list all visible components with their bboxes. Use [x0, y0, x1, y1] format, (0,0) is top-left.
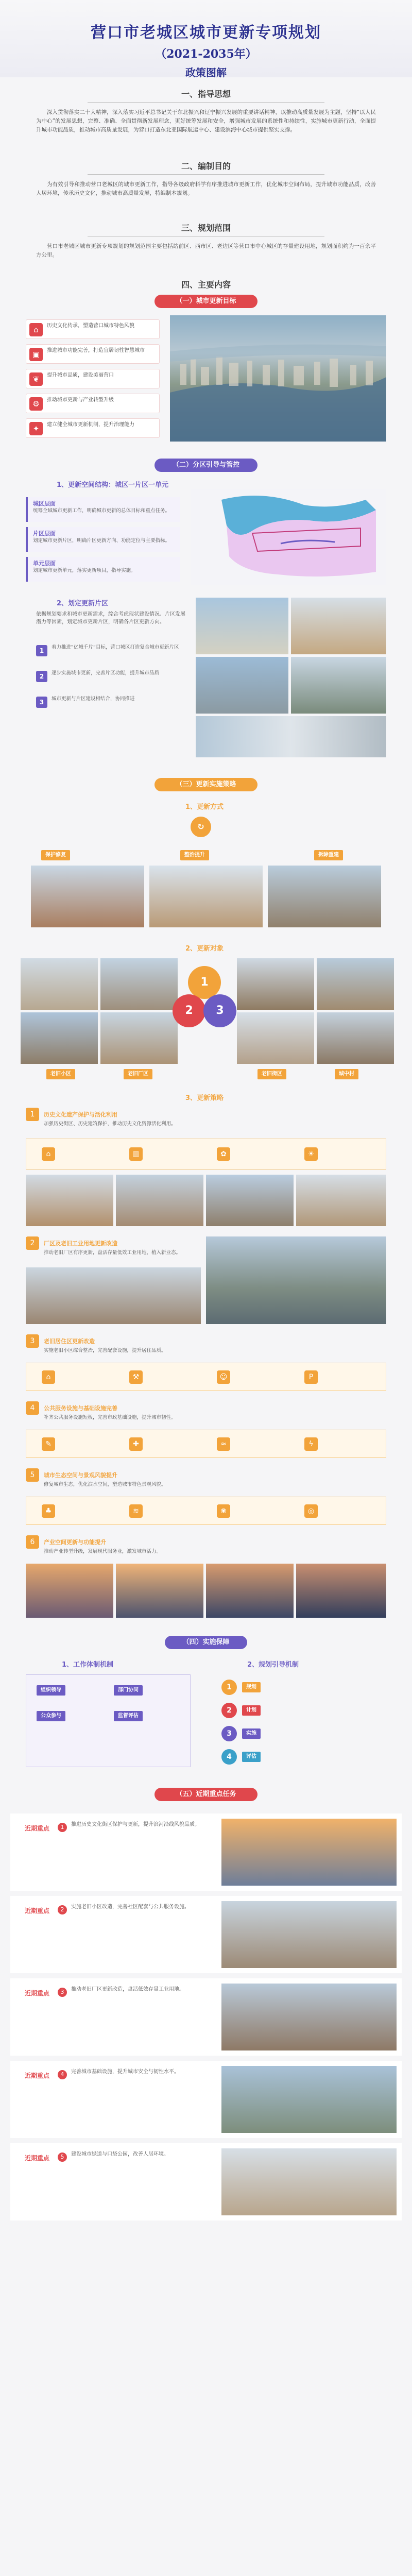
- district-photo: [196, 657, 288, 714]
- page-years: （2021-2035年）: [155, 47, 257, 61]
- page-header: [0, 0, 412, 77]
- strategy-item-title: 厂区及老旧工业用地更新改造: [44, 1240, 117, 1247]
- strategy-item-text: 补齐公共服务设施短板，完善市政基础设施，提升城市韧性。: [44, 1415, 176, 1420]
- renewal-structure-map: [191, 489, 386, 585]
- pill-strategy: （三）更新实施策略: [154, 778, 258, 791]
- zoning-list-item: 着力推进“亿城千片”目标，营口城区打造复合城市更新片区: [52, 645, 179, 650]
- strategy-photo: [206, 1564, 294, 1618]
- goal-item: ⌂ 历史文化传承，塑造营口城市特色风貌: [26, 319, 160, 339]
- zoning-text: 依据规划要求和城市更新需求，综合考虑现状建设情况、片区发展潜力等因素，划定城市更新片区，明确各片区更新方向。: [36, 612, 185, 625]
- park-icon: ❀: [217, 1504, 230, 1518]
- strategy-icon: 2: [26, 1236, 39, 1250]
- page-title: 营口市老城区城市更新专项规划: [91, 24, 321, 42]
- hospital-icon: ✚: [129, 1437, 143, 1451]
- strategy-item-title: 公共服务设施与基础设施完善: [44, 1405, 117, 1412]
- strategy-heading-1: 1、更新方式: [185, 803, 224, 811]
- strategy-icon: 6: [26, 1535, 39, 1549]
- aerial-illustration: [170, 315, 386, 442]
- page-subtitle: 政策图解: [185, 66, 227, 79]
- triad-circle: 3: [203, 994, 236, 1027]
- section-1-title: 一、指导思想: [181, 89, 231, 99]
- near-term-photo: [221, 2066, 397, 2133]
- mode-tag: 整治提升: [180, 850, 209, 860]
- school-icon: ✎: [42, 1437, 55, 1451]
- home-icon: ⌂: [42, 1370, 55, 1384]
- triad-circle: 2: [173, 994, 205, 1027]
- flow-tag: 计划: [242, 1705, 261, 1716]
- heritage-icon: ⌂: [29, 323, 43, 336]
- near-term-card: 近期重点 5 建设城市绿道与口袋公园，改善人居环境。: [10, 2143, 402, 2221]
- map-illustration: [191, 489, 386, 585]
- object-tag: 城中村: [335, 1069, 358, 1079]
- strategy-icon-row: [26, 1139, 386, 1170]
- structure-box-city: 城区层面 统筹全域城市更新工作，明确城市更新的总体目标和重点任务。: [26, 497, 180, 522]
- strategy-photo: [116, 1564, 203, 1618]
- district-photo: [196, 598, 288, 654]
- object-photo: [21, 958, 98, 1010]
- near-term-card: 近期重点 1 推进历史文化街区保护与更新，提升滨河沿线风貌品质。: [10, 1814, 402, 1891]
- tree-icon: ♣: [42, 1504, 55, 1518]
- near-term-photo: [221, 2148, 397, 2215]
- near-term-card: 近期重点 4 完善城市基础设施，提升城市安全与韧性水平。: [10, 2061, 402, 2138]
- strategy-item-text: 修复城市生态，优化滨水空间，塑造城市特色景观风貌。: [44, 1482, 166, 1487]
- district-photo: [291, 598, 386, 654]
- list-number: 1: [36, 645, 47, 656]
- city-icon: ▣: [29, 348, 43, 361]
- pill-urban-renewal-goals: （一）城市更新目标: [154, 295, 258, 308]
- strategy-item-text: 推动老旧厂区有序更新，盘活存量低效工业用地，植入新业态。: [44, 1250, 181, 1256]
- near-term-photo: [221, 1984, 397, 2050]
- zoning-list-item: 城市更新与片区建设相结合，协同推进: [52, 696, 135, 702]
- strategy-item-title: 产业空间更新与功能提升: [44, 1539, 106, 1546]
- strategy-heading-3: 3、更新策略: [185, 1094, 224, 1102]
- section-2-title: 二、编制目的: [181, 161, 231, 171]
- mode-photo: [268, 866, 381, 927]
- guarantee-heading-2: 2、规划引导机制: [247, 1661, 299, 1669]
- city-aerial-photo: [170, 315, 386, 442]
- structure-box-district: 片区层面 划定城市更新片区，明确片区更新方向、功能定位与主要指标。: [26, 527, 180, 552]
- flow-step: 4: [221, 1749, 237, 1765]
- strategy-item-title: 历史文化遗产保护与活化利用: [44, 1111, 117, 1118]
- section-4-title: 四、主要内容: [181, 280, 231, 290]
- mechanism-icon: ✦: [29, 422, 43, 435]
- goal-item: ⚙ 推动城市更新与产业转型升级: [26, 394, 160, 413]
- industry-icon: ⚙: [29, 397, 43, 411]
- strategy-icon: 1: [26, 1108, 39, 1121]
- object-photo: [21, 1012, 98, 1064]
- tourism-icon: ☀: [304, 1147, 318, 1161]
- zoning-list-item: 逐步实施城市更新，完善片区功能，提升城市品质: [52, 670, 160, 676]
- section-1-text: 深入贯彻落实二十大精神，深入落实习近平总书记关于东北振兴和辽宁振兴发展的重要讲话精神，以推动高质量发展为主题，坚持“以人民为中心”的发展思想，完整、准确、全面贯彻新发展理念，更好统筹发展和安全，增强城市发展的系统性和持续性，实施城市更新行动，全面提升城市功能品质，推动城市高质量发展，为营口打造东北亚国际航运中心、建设滨海中心城市提供坚实支撑。: [36, 109, 376, 133]
- heritage-icon: ⌂: [42, 1147, 55, 1161]
- object-photo: [100, 1012, 178, 1064]
- strategy-photo: [206, 1236, 386, 1324]
- strategy-photo: [206, 1175, 294, 1226]
- blank-area: [10, 2231, 402, 2576]
- strategy-icon: 5: [26, 1468, 39, 1482]
- section-1-header: [0, 88, 412, 99]
- mode-photo: [149, 866, 263, 927]
- section-3-header: [0, 222, 412, 233]
- structure-box-unit: 单元层面 划定城市更新单元，落实更新项目，指导实施。: [26, 557, 180, 582]
- modes-icon: ↻: [191, 817, 211, 837]
- object-tag: 老旧厂区: [124, 1069, 152, 1079]
- flow-tag: 规划: [242, 1682, 261, 1692]
- object-tag: 老旧小区: [46, 1069, 75, 1079]
- goal-item: ❦ 提升城市品质，建设美丽营口: [26, 369, 160, 388]
- flow-step: 1: [221, 1680, 237, 1695]
- object-photo: [317, 958, 394, 1010]
- flow-step: 2: [221, 1703, 237, 1718]
- list-number: 3: [36, 697, 47, 708]
- mechanism-tag: 组织领导: [37, 1685, 65, 1696]
- pill-near-term: （五）近期重点任务: [154, 1788, 258, 1801]
- strategy-icon: 3: [26, 1334, 39, 1348]
- pill-zoning: （二）分区引导与管控: [154, 459, 258, 472]
- river-icon: ≋: [129, 1504, 143, 1518]
- strategy-photo: [296, 1175, 386, 1226]
- near-term-photo: [221, 1819, 397, 1886]
- flow-tag: 实施: [242, 1728, 261, 1739]
- district-photo: [291, 657, 386, 714]
- strategy-item-title: 老旧居住区更新改造: [44, 1338, 95, 1345]
- community-icon: ☺: [217, 1370, 230, 1384]
- tools-icon: ⚒: [129, 1370, 143, 1384]
- strategy-item-text: 实施老旧小区综合整治，完善配套设施，提升居住品质。: [44, 1348, 166, 1353]
- pill-guarantee: （四）实施保障: [165, 1636, 247, 1649]
- flow-step: 3: [221, 1726, 237, 1741]
- strategy-photo: [26, 1175, 113, 1226]
- strategy-item-text: 推动产业转型升级，发展现代服务业，激发城市活力。: [44, 1549, 162, 1554]
- near-term-card: 近期重点 2 实施老旧小区改造，完善社区配套与公共服务设施。: [10, 1896, 402, 1973]
- guarantee-heading-1: 1、工作体制机制: [62, 1661, 114, 1669]
- district-photo: [196, 716, 386, 757]
- strategy-item-text: 加强历史街区、历史建筑保护，推动历史文化资源活化利用。: [44, 1121, 176, 1127]
- section-4-header: [0, 278, 412, 290]
- mechanism-tag: 公众参与: [37, 1711, 65, 1721]
- object-tag: 老旧街区: [258, 1069, 286, 1079]
- zoning-heading-2: 2、划定更新片区: [57, 600, 109, 607]
- object-photo: [237, 1012, 314, 1064]
- strategy-photo: [26, 1564, 113, 1618]
- mode-tag: 拆除重建: [314, 850, 343, 860]
- section-3-title: 三、规划范围: [181, 223, 231, 233]
- strategy-icon-row: [26, 1497, 386, 1525]
- view-icon: ◎: [304, 1504, 318, 1518]
- strategy-heading-2: 2、更新对象: [185, 945, 224, 953]
- power-icon: ϟ: [304, 1437, 318, 1451]
- section-3-text: 营口市老城区城市更新专项规划的规划范围主要包括站前区、西市区、老边区等营口市中心城区的存量建设用地，规划面积约为一百余平方公里。: [36, 243, 376, 258]
- leaf-icon: ❦: [29, 372, 43, 386]
- section-2-header: [0, 160, 412, 172]
- strategy-icon-row: [26, 1430, 386, 1458]
- strategy-photo: [116, 1175, 203, 1226]
- parking-icon: P: [304, 1370, 318, 1384]
- strategy-icon: 4: [26, 1401, 39, 1415]
- object-photo: [237, 958, 314, 1010]
- culture-icon: ✿: [217, 1147, 230, 1161]
- mechanism-tag: 部门协同: [114, 1685, 143, 1696]
- mechanism-tag: 监督评估: [114, 1711, 143, 1721]
- divider: [88, 174, 324, 175]
- zoning-heading-1: 1、更新空间结构：城区一片区一单元: [57, 481, 169, 489]
- mode-photo: [31, 866, 144, 927]
- water-icon: ≈: [217, 1437, 230, 1451]
- list-number: 2: [36, 671, 47, 682]
- goal-item: ▣ 推进城市功能完善，打造宜居韧性智慧城市: [26, 344, 160, 364]
- building-icon: ▥: [129, 1147, 143, 1161]
- section-2-text: 为有效引导和推动营口老城区的城市更新工作，指导各级政府科学有序推进城市更新工作，优化城市空间布局，提升城市功能品质，改善人居环境，传承历史文化，推动城市高质量发展，特编制本规划。: [36, 181, 376, 196]
- strategy-photo: [296, 1564, 386, 1618]
- divider: [88, 102, 324, 103]
- strategy-icon-row: [26, 1363, 386, 1391]
- strategy-item-title: 城市生态空间与景观风貌提升: [44, 1472, 117, 1479]
- mechanism-panel: [26, 1674, 191, 1767]
- near-term-card: 近期重点 3 推动老旧厂区更新改造，盘活低效存量工业用地。: [10, 1978, 402, 2056]
- strategy-photo: [26, 1267, 201, 1324]
- goal-item: ✦ 建立健全城市更新机制，提升治理能力: [26, 418, 160, 438]
- mode-tag: 保护修复: [41, 850, 70, 860]
- triad-circle: 1: [188, 966, 221, 999]
- object-photo: [100, 958, 178, 1010]
- object-photo: [317, 1012, 394, 1064]
- near-term-photo: [221, 1901, 397, 1968]
- flow-tag: 评估: [242, 1752, 261, 1762]
